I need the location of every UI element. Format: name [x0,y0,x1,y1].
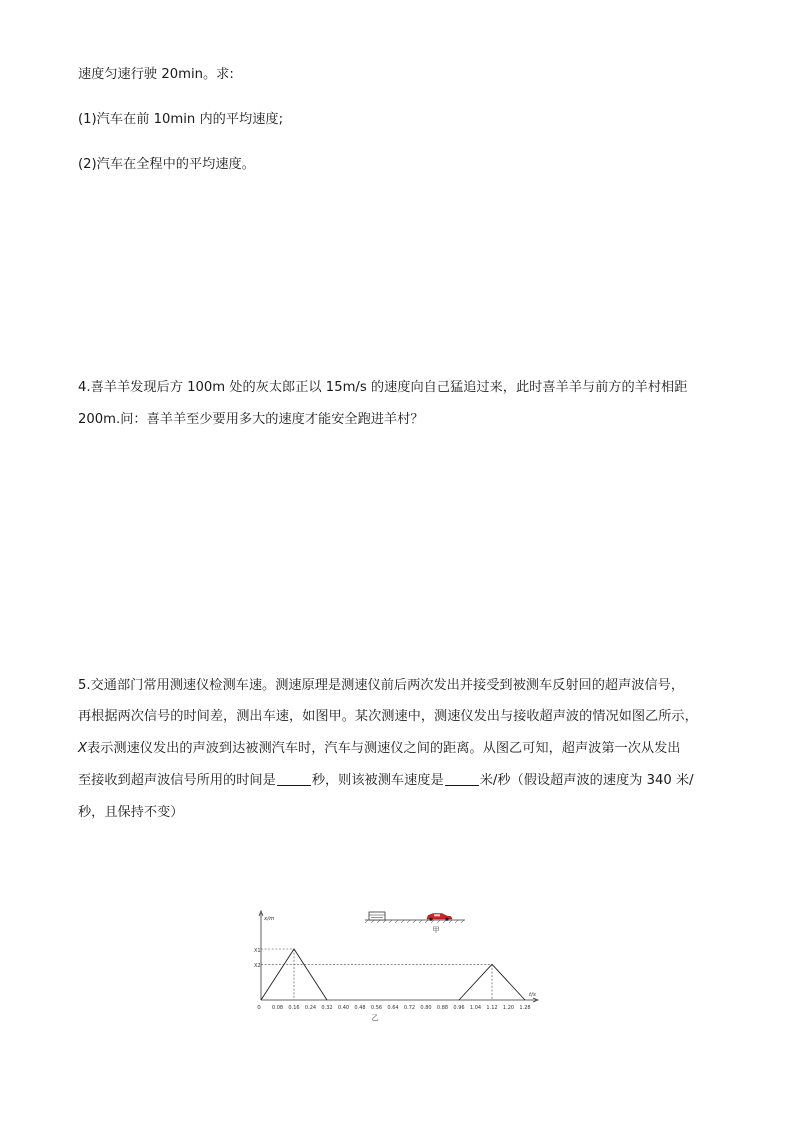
tick-labels [272,1005,531,1011]
q5-line3 [78,740,680,758]
q5-line4 [78,772,694,790]
q5-line4-b: 秒，则该被测车速度是 [311,773,444,788]
tick-label: 1.04 [469,1005,482,1011]
tick-label: 0.96 [453,1005,465,1011]
x2-label: X2 [254,963,261,969]
x-axis-label: t/s [529,992,536,998]
answer-blank-speed[interactable] [445,772,479,786]
q5-line5: 秒，且保持不变） [78,805,184,820]
tick-label: 0.72 [403,1005,416,1011]
tick-label: 0.32 [321,1005,333,1011]
x1-label: X1 [254,948,261,954]
road-hatching [365,920,464,923]
tick-label: 0.24 [304,1005,317,1011]
q4-line2: 200m.问：喜羊羊至少要用多大的速度才能安全跑进羊村？ [78,412,424,427]
q5-line1: 5.交通部门常用测速仪检测车速。测速原理是测速仪前后两次发出并接受到被测车反射回的超声波信号， [78,678,685,693]
figure-jia [365,912,465,934]
speed-meter-icon [369,912,385,920]
tick-label: 0.16 [288,1005,300,1011]
q5-line2: 再根据两次信号的时间差，测出车速，如图甲。某次测速中，测速仪发出与接收超声波的情况如图乙所示， [78,709,698,724]
q5-line4-c: 米/秒（假设超声波的速度为 340 米/ [479,773,694,788]
q3-intro-tail: 速度匀速行驶 20min。求: [78,67,234,82]
q5-line4-a: 至接收到超声波信号所用的时间是 [78,773,276,788]
tick-label: 1.20 [502,1005,515,1011]
tick-label: 0.48 [354,1005,366,1011]
q4-line1: 4.喜羊羊发现后方 100m 处的灰太郎正以 15m/s 的速度向自己猛追过来，此时喜羊羊与前方的羊村相距 [78,380,688,395]
plot-area [261,949,525,1000]
q5-var-x: X [78,741,88,756]
y-axis-label: x/m [264,916,275,922]
figure-yi [254,911,538,1022]
tick-label: 0.40 [337,1005,350,1011]
tick-label: 1.28 [519,1005,531,1011]
tick-label: 1.12 [486,1005,498,1011]
answer-blank-time[interactable] [277,772,311,786]
label-yi: 乙 [371,1014,379,1022]
tick-label: 0.64 [387,1005,399,1011]
speed-measurement-figure [250,900,550,1025]
label-jia: 甲 [432,926,440,934]
origin-label: 0 [257,1005,261,1011]
tick-label: 0.08 [271,1005,284,1011]
tick-label: 0.80 [420,1005,432,1011]
q3-part2: (2)汽车在全程中的平均速度。 [78,157,255,172]
q5-line3-rest: 表示测速仪发出的声波到达被测汽车时，汽车与测速仪之间的距离。从图乙可知，超声波第一次从发出 [87,741,681,756]
q3-part1: (1)汽车在前 10min 内的平均速度; [78,112,284,127]
tick-label: 0.56 [370,1005,383,1011]
tick-label: 0.88 [436,1005,449,1011]
